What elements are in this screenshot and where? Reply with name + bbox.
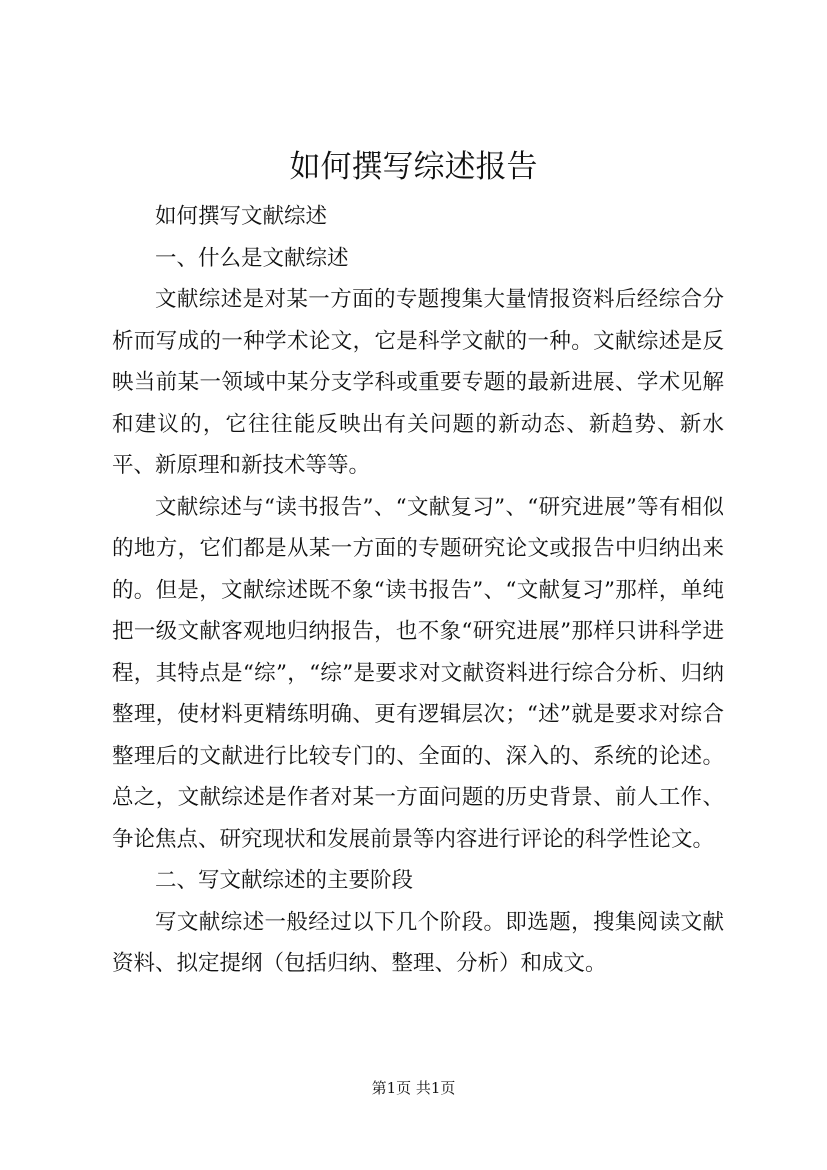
paragraph: 文献综述是对某一方面的专题搜集大量情报资料后经综合分析而写成的一种学术论文，它是科学文献的一种。文献综述是反映当前某一领域中某分支学科或重要专题的最新进展、学术见解和建议的，它往往能反映出有关问题的新动态、新趋势、新水平、新原理和新技术等等。 — [112, 287, 724, 478]
document-title: 如何撰写综述报告 — [289, 149, 538, 185]
page-footer: 第1页 共1页 — [371, 1079, 456, 1097]
paragraph-subtitle: 如何撰写文献综述 — [155, 204, 328, 229]
paragraph: 写文献综述一般经过以下几个阶段。即选题，搜集阅读文献资料、拟定提纲（包括归纳、整理、分析）和成文。 — [112, 909, 724, 976]
document-body — [112, 196, 724, 985]
section-heading-1: 一、什么是文献综述 — [155, 245, 349, 271]
section-heading-2: 二、写文献综述的主要阶段 — [155, 868, 414, 893]
paragraph: 文献综述与“读书报告”、“文献复习”、“研究进展”等有相似的地方，它们都是从某一方面的专题研究论文或报告中归纳出来的。但是，文献综述既不象“读书报告”、“文献复习”那样，单纯把一级文献客观地归纳报告，也不象“研究进展”那样只讲科学进程，其特点是“综”，“综”是要求对文献资料进行综合分析、归纳整理，使材料更精练明确、更有逻辑层次；“述”就是要求对综合整理后的文献进行比较专门的、全面的、深入的、系统的论述。总之，文献综述是作者对某一方面问题的历史背景、前人工作、争论焦点、研究现状和发展前景等内容进行评论的科学性论文。 — [112, 494, 724, 852]
